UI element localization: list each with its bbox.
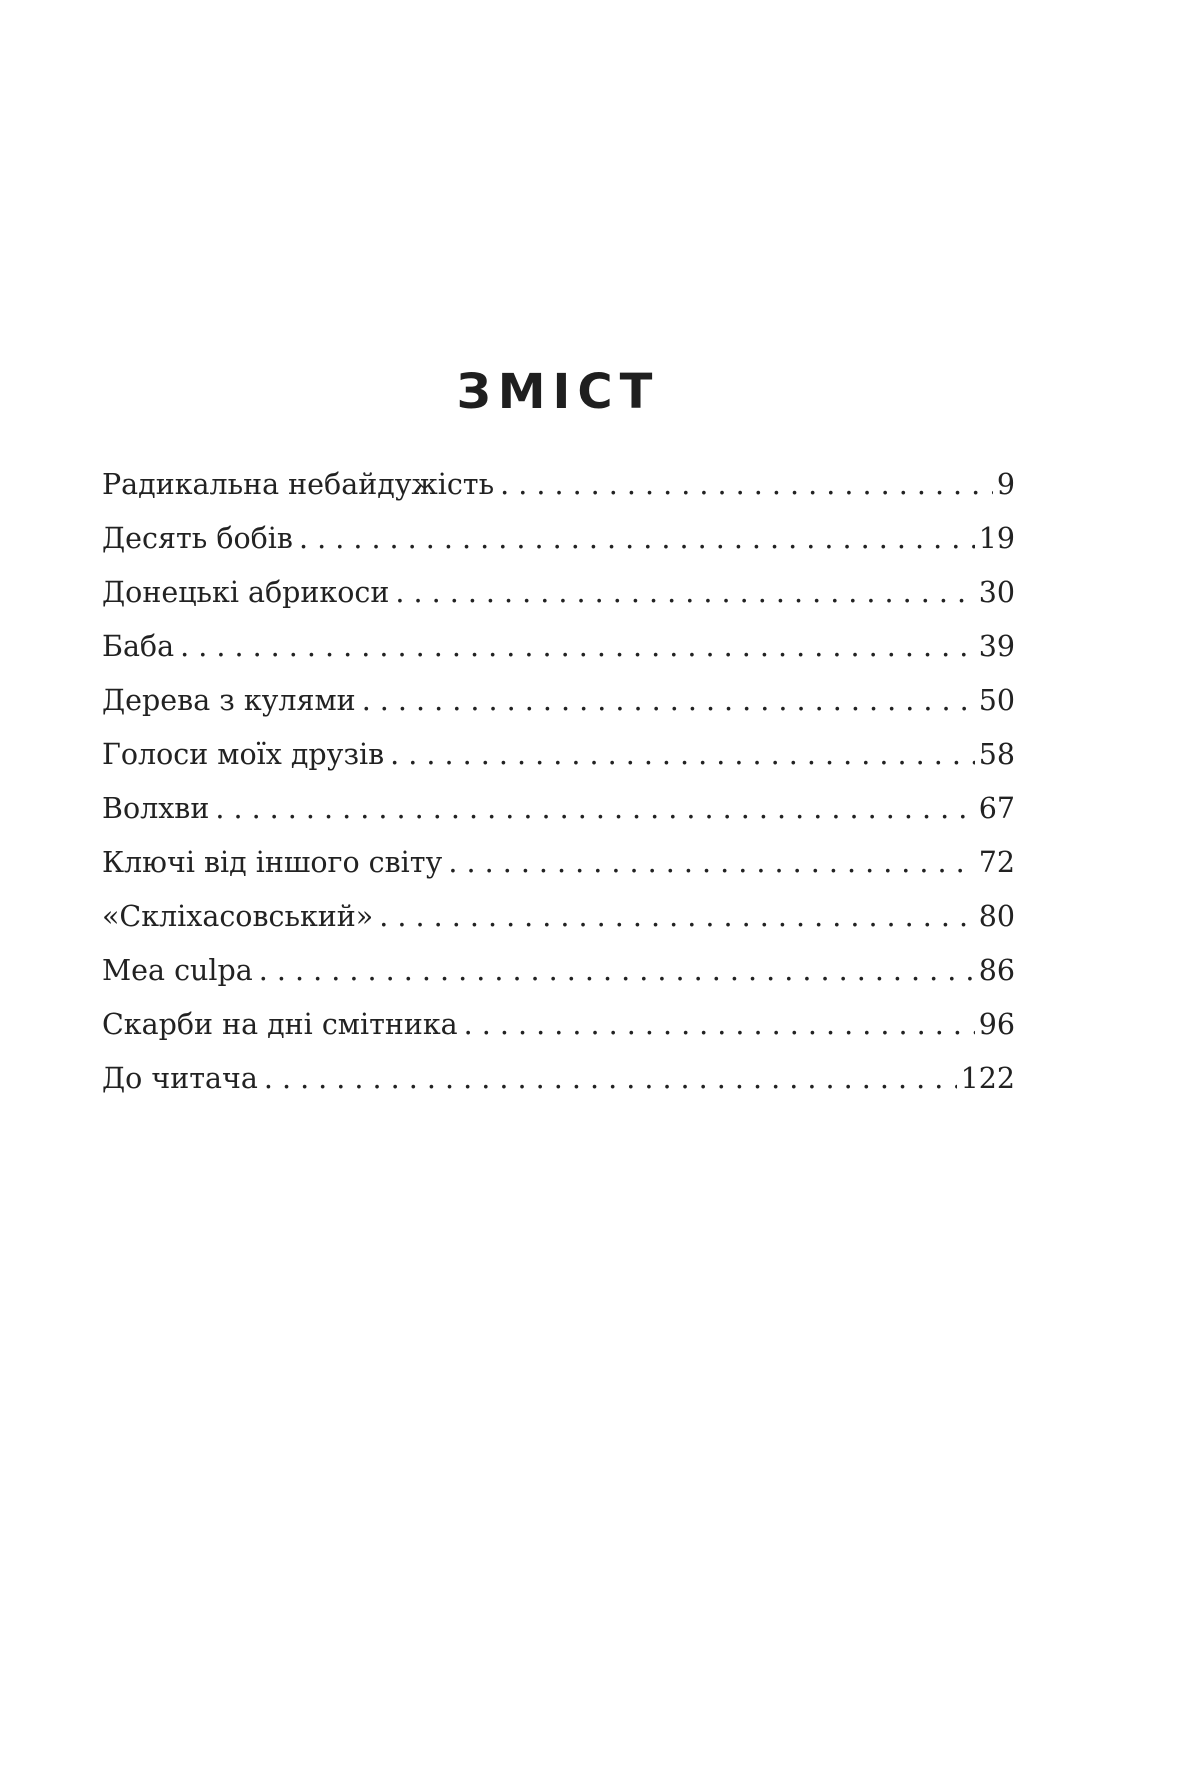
toc-page-number: 80	[978, 900, 1015, 933]
toc-entry	[102, 782, 1015, 836]
toc-entry	[102, 998, 1015, 1052]
toc-page-number: 86	[978, 954, 1015, 987]
toc-page-number: 72	[978, 846, 1015, 879]
dot-leader	[299, 512, 975, 566]
dot-leader	[464, 998, 975, 1052]
toc-page-number: 9	[996, 468, 1015, 501]
toc-page-number: 58	[978, 738, 1015, 771]
page-title: ЗМІСТ	[456, 364, 660, 420]
toc-entry	[102, 728, 1015, 782]
toc-page-number: 96	[978, 1008, 1015, 1041]
dot-leader	[390, 728, 975, 782]
toc-entry	[102, 944, 1015, 998]
toc-entry-title: Ключі від іншого світу	[102, 846, 443, 879]
toc-entry-title: Десять бобів	[102, 522, 293, 555]
toc-page-number: 30	[978, 576, 1015, 609]
toc-entry-title: Скарби на дні смітника	[102, 1008, 458, 1041]
toc-page-number: 39	[978, 630, 1015, 663]
toc-entry-title: Mea culpa	[102, 954, 253, 987]
toc-entry	[102, 674, 1015, 728]
toc-entry-title: Волхви	[102, 792, 210, 825]
toc-page-number: 50	[978, 684, 1015, 717]
toc-entry-title: Баба	[102, 630, 175, 663]
dot-leader	[379, 890, 975, 944]
toc-entry-title: Дерева з кулями	[102, 684, 356, 717]
dot-leader	[259, 944, 975, 998]
dot-leader	[448, 836, 974, 890]
toc-entry	[102, 620, 1015, 674]
dot-leader	[180, 620, 975, 674]
toc-entry	[102, 836, 1015, 890]
toc-entry-title: Радикальна небайдужість	[102, 468, 495, 501]
toc-entry	[102, 458, 1015, 512]
dot-leader	[215, 782, 974, 836]
toc-entry-title: До читача	[102, 1062, 258, 1095]
dot-leader	[500, 458, 993, 512]
toc-page-number: 19	[978, 522, 1015, 555]
toc-entry	[102, 512, 1015, 566]
dot-leader	[264, 1052, 957, 1106]
toc-entry-title: «Скліхасовський»	[102, 900, 374, 933]
toc-page-number: 122	[960, 1062, 1015, 1095]
dot-leader	[395, 566, 974, 620]
dot-leader	[362, 674, 975, 728]
toc-entry	[102, 890, 1015, 944]
toc-entry	[102, 1052, 1015, 1106]
table-of-contents	[102, 458, 1015, 1106]
toc-entry	[102, 566, 1015, 620]
toc-entry-title: Донецькі абрикоси	[102, 576, 390, 609]
toc-entry-title: Голоси моїх друзів	[102, 738, 385, 771]
toc-page-number: 67	[978, 792, 1015, 825]
